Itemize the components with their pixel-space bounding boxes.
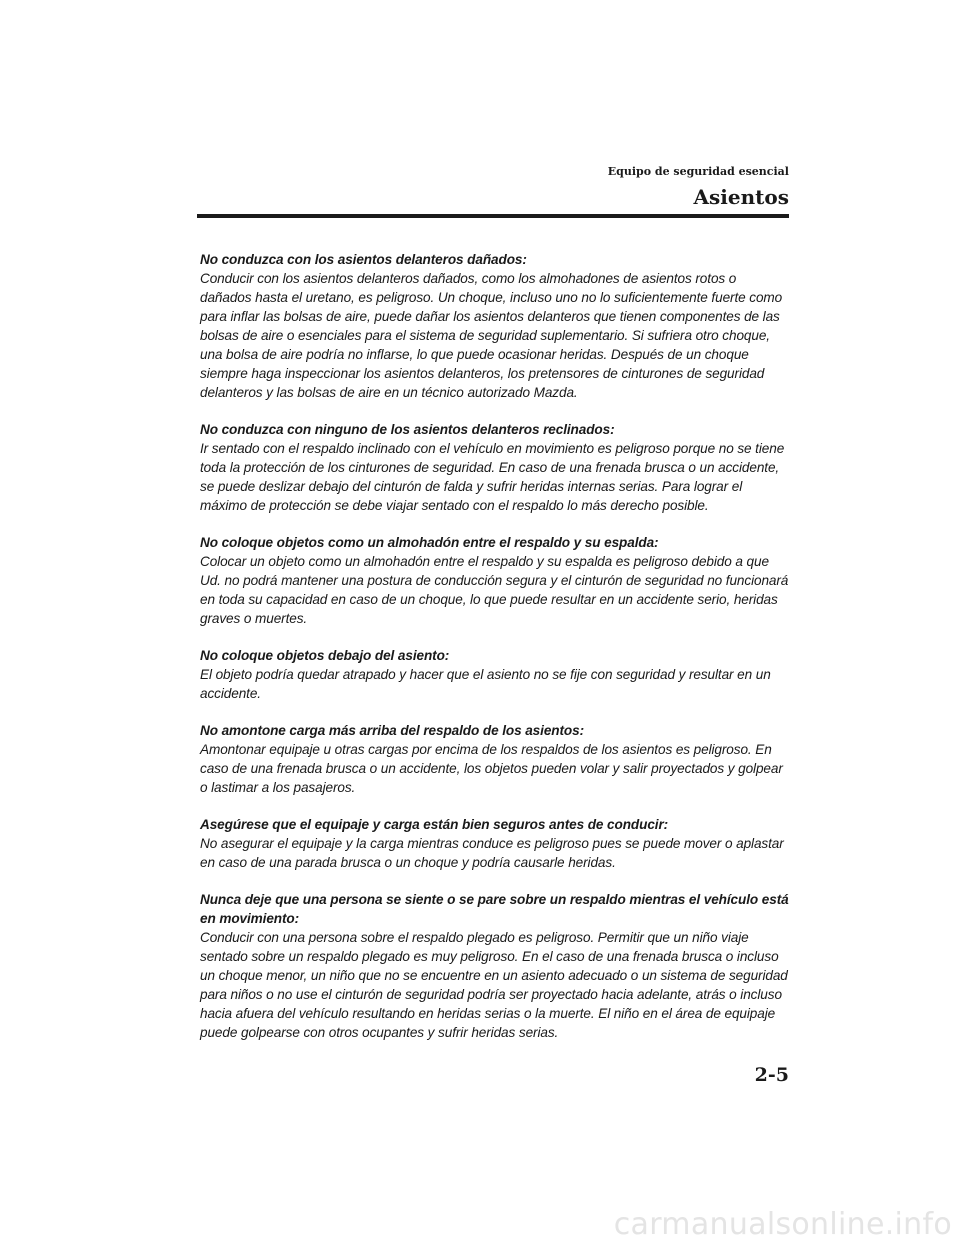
warning-title: No conduzca con ninguno de los asientos delanteros reclinados: (200, 422, 615, 437)
warning-title: Nunca deje que una persona se siente o se pare sobre un respaldo mientras el vehículo está en movimiento: (200, 892, 789, 926)
page-header (197, 165, 789, 209)
warning-text: Conducir con los asientos delanteros dañados, como los almohadones de asientos rotos o dañados hasta el uretano, es peligroso. Un choque, incluso uno no lo suficientemente fuerte como para inflar las bolsas de aire, puede dañar los asientos delanteros que tienen componentes de las bolsas de aire o esenciales para el sistema de seguridad suplementario. Si sufriera otro choque, una bolsa de aire podría no inflarse, lo que puede ocasionar heridas. Después de un choque siempre haga inspeccionar los asientos delanteros, los pretensores de cinturones de seguridad delanteros y las bolsas de aire en un técnico autorizado Mazda. (200, 271, 783, 400)
warning-text: Colocar un objeto como un almohadón entre el respaldo y su espalda es peligroso debido a que Ud. no podrá mantener una postura de conducción segura y el cinturón de seguridad no funcionará en toda su capacidad en caso de un choque, lo que puede resultar en un accidente serio, heridas graves o muertes. (200, 554, 789, 626)
warning-title: No coloque objetos debajo del asiento: (200, 648, 450, 663)
warning-text: El objeto podría quedar atrapado y hacer que el asiento no se fije con seguridad y resultar en un accidente. (200, 667, 771, 701)
warning-text: Ir sentado con el respaldo inclinado con el vehículo en movimiento es peligroso porque no se tiene toda la protección de los cinturones de seguridad. En caso de una frenada brusca o un accidente, se puede deslizar debajo del cinturón de falda y sufrir heridas internas serias. Para lograr el máximo de protección se debe viajar sentado con el respaldo lo más derecho posible. (200, 441, 785, 513)
watermark: carmanualsonline.info (613, 1207, 952, 1242)
warning-item (200, 646, 790, 703)
warning-title: No coloque objetos como un almohadón entre el respaldo y su espalda: (200, 535, 659, 550)
warning-item (200, 890, 790, 1042)
warning-content (200, 250, 790, 1060)
warning-item (200, 533, 790, 628)
warning-item (200, 815, 790, 872)
section-title: Equipo de seguridad esencial (607, 165, 789, 178)
warning-title: No conduzca con los asientos delanteros dañados: (200, 252, 527, 267)
warning-title: Asegúrese que el equipaje y carga están bien seguros antes de conducir: (200, 817, 669, 832)
page-number: 2-5 (754, 1064, 789, 1086)
warning-item (200, 420, 790, 515)
warning-text: Conducir con una persona sobre el respaldo plegado es peligroso. Permitir que un niño viaje sentado sobre un respaldo plegado es muy peligroso. En el caso de una frenada brusca o incluso un choque menor, un niño que no se encuentre en un asiento adecuado o un sistema de seguridad para niños o no use el cinturón de seguridad podría ser proyectado hacia adelante, atrás o incluso hacia afuera del vehículo resultando en heridas serias o la muerte. El niño en el área de equipaje puede golpearse con otros ocupantes y sufrir heridas serias. (200, 930, 788, 1040)
warning-item (200, 250, 790, 402)
warning-item (200, 721, 790, 797)
warning-text: No asegurar el equipaje y la carga mientras conduce es peligroso pues se puede mover o aplastar en caso de una parada brusca o un choque y podría causarle heridas. (200, 836, 784, 870)
warning-title: No amontone carga más arriba del respaldo de los asientos: (200, 723, 585, 738)
warning-text: Amontonar equipaje u otras cargas por encima de los respaldos de los asientos es peligroso. En caso de una frenada brusca o un accidente, los objetos pueden volar y salir proyectados y golpear o lastimar a los pasajeros. (200, 742, 783, 795)
header-divider (197, 214, 789, 218)
chapter-title: Asientos (693, 185, 789, 209)
